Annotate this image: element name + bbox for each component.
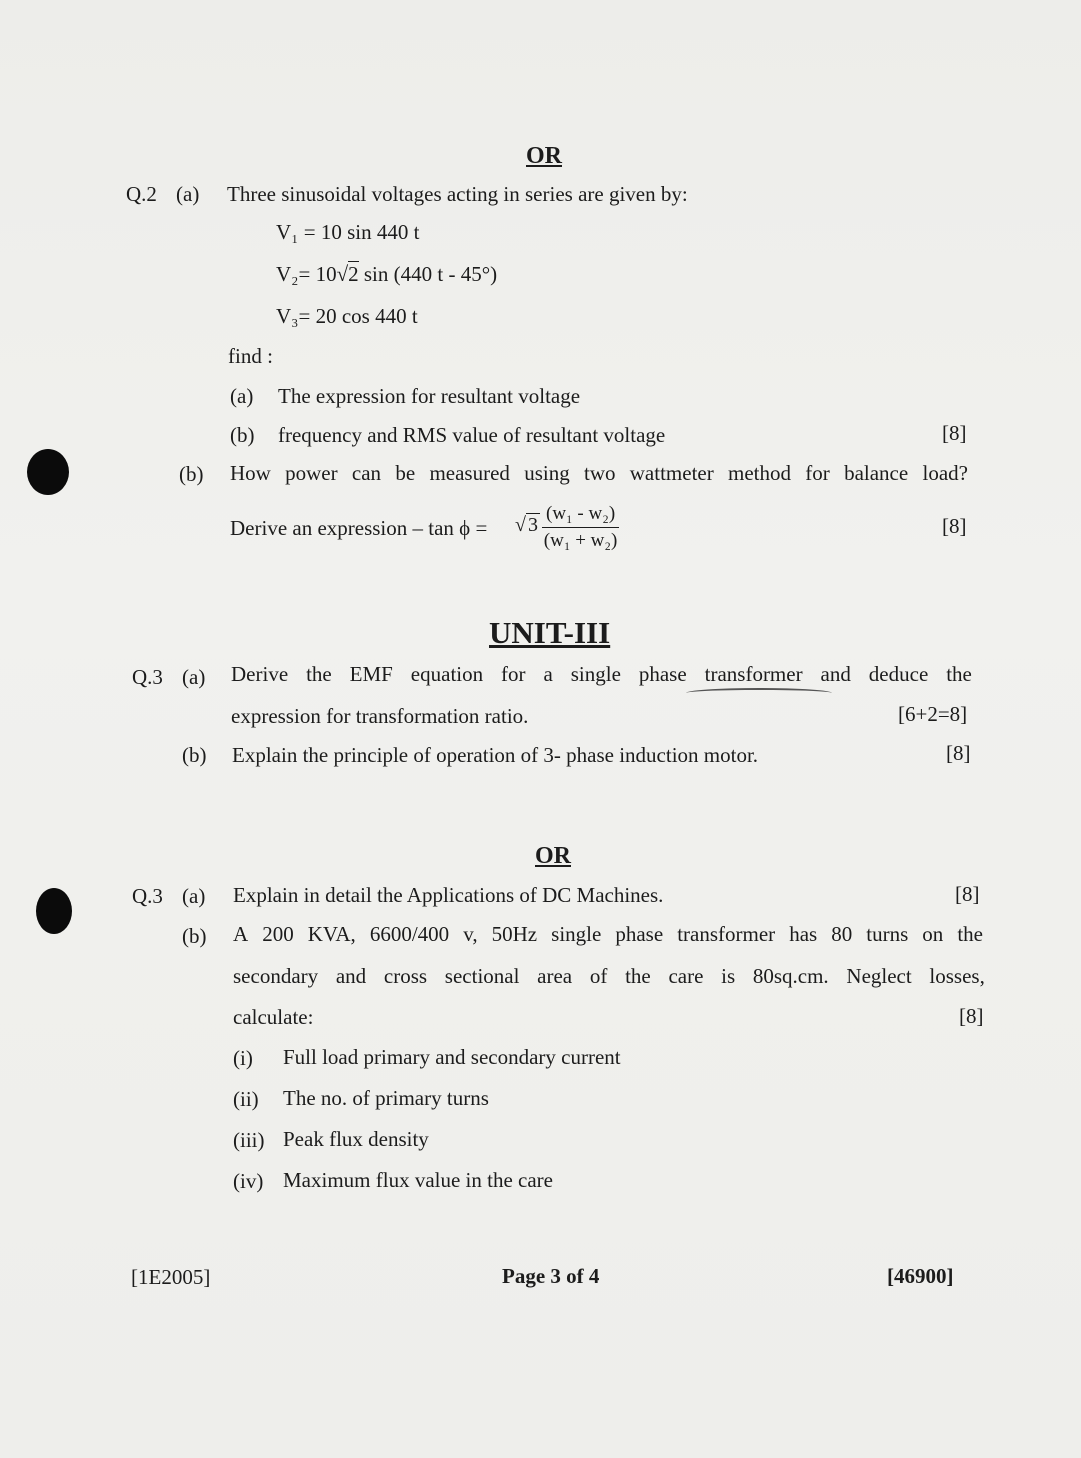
q3alt-b-word: 80sq.cm. [752,964,829,988]
or-heading-2: OR [535,843,571,869]
q3alt-b-word: transformer [677,922,776,946]
q2-eq2-sqrt-sign: √ [336,262,349,286]
q3alt-b-word: A [233,922,249,946]
q2-b-word: load? [922,461,968,485]
q3alt-b-word: v, [463,922,478,946]
q3alt-b-word: 200 [262,922,294,946]
q2-eq2-root: 2 [348,262,359,286]
q3-number: Q.3 [132,665,163,689]
q3-a-label: (a) [182,665,206,689]
q3alt-number: Q.3 [132,884,163,908]
q3alt-b-word: secondary [233,964,319,988]
q3alt-b-word: 6600/400 [369,922,450,946]
or-heading-1: OR [526,143,562,169]
q3alt-b-word: turns [866,922,909,946]
q3alt-a-text: Explain in detail the Applications of DC Machines. [233,883,664,907]
q2-derive-text: Derive an expression – tan ϕ = [230,516,488,540]
q2-b-word: power [285,461,338,485]
q2-b-word: wattmeter [629,461,714,485]
q3alt-b-word: sectional [444,964,520,988]
q3alt-item-label: (iii) [233,1128,265,1152]
q2-number: Q.2 [126,182,157,206]
q2-equation-1: V₁ = 10 sin 440 t [276,220,420,244]
q2-sub-a-label: (a) [230,384,254,408]
q3alt-item-label: (iv) [233,1169,264,1193]
q3-a-word: equation [410,662,484,686]
q3-a-word: deduce [868,662,929,686]
q3-a-word: and [820,662,851,686]
q3alt-b-word: has [789,922,818,946]
q2-sub-b-label: (b) [230,423,255,447]
q3alt-b-word: the [625,964,651,988]
q3alt-b-word: Neglect [846,964,912,988]
q3alt-item-label: (i) [233,1046,253,1070]
q2-fraction-numerator: (w₁ - w₂) [542,503,619,528]
q2-derive-sqrt [515,514,540,537]
q3-a-word: for [501,662,526,686]
q3alt-b-word: of [589,964,608,988]
q3alt-b-word: KVA, [307,922,356,946]
q2-b-question [230,461,968,486]
q3alt-b-line3: calculate: [233,1005,314,1029]
q3alt-b-word: cross [383,964,428,988]
q2-b-marks: [8] [942,514,967,538]
q2-sub-b-text: frequency and RMS value of resultant voltage [278,423,666,447]
q3alt-b-word: 80 [831,922,853,946]
q3alt-item-text: Maximum flux value in the care [283,1168,553,1192]
q2-fraction-denominator: (w₁ + w₂) [543,530,618,551]
q3alt-b-line1 [233,922,983,947]
q3-a-question [231,662,972,687]
punch-hole-bottom [36,888,72,934]
q3-a-word: the [946,662,972,686]
sqrt-sign: √ [515,514,526,536]
q3-a-word: Derive [231,662,289,686]
q3alt-item-text: Peak flux density [283,1127,429,1151]
q2-b-word: two [583,461,616,485]
q3alt-b-word: the [957,922,983,946]
q2-eq2-prefix: V₂= 10 [276,262,337,286]
q2-a-marks: [8] [942,421,967,445]
q2-a-label: (a) [176,182,200,206]
q2-b-word: How [230,461,271,485]
q3alt-b-line2 [233,964,985,989]
q3alt-item-text: Full load primary and secondary current [283,1045,621,1069]
q3alt-item-text: The no. of primary turns [283,1086,489,1110]
q3alt-a-marks: [8] [955,882,980,906]
punch-hole-top [27,449,69,495]
q3-a-marks: [6+2=8] [898,702,968,726]
q2-b-word: measured [429,461,510,485]
q3alt-item-label: (ii) [233,1087,259,1111]
q2-derive-root: 3 [527,514,538,536]
q2-b-word: method [728,461,792,485]
q3alt-b-marks: [8] [959,1004,984,1028]
q3alt-b-word: and [335,964,367,988]
footer-page-number: Page 3 of 4 [502,1264,600,1288]
q2-b-word: balance [844,461,909,485]
q2-equation-3: V₃= 20 cos 440 t [276,304,418,328]
q3alt-a-label: (a) [182,884,206,908]
q3alt-b-word: single [551,922,602,946]
q3-a-word: transformer [704,662,803,686]
q3alt-b-word: 50Hz [491,922,538,946]
q3-a-word: EMF [349,662,393,686]
q2-fraction [542,503,619,552]
q2-b-word: be [395,461,416,485]
footer-roll-code: [46900] [887,1264,954,1288]
q3alt-b-word: is [721,964,736,988]
pen-underline-mark [686,688,832,698]
q2-eq2-suffix: sin (440 t - 45°) [363,262,498,286]
q3alt-b-word: phase [615,922,664,946]
q2-a-text: Three sinusoidal voltages acting in series are given by: [227,182,688,206]
q2-b-word: can [351,461,382,485]
q2-b-word: for [805,461,830,485]
q3alt-b-word: care [668,964,704,988]
q3-a-word: single [570,662,621,686]
q2-sub-a-text: The expression for resultant voltage [278,384,581,408]
q2-equation-2 [276,262,497,287]
q3-b-marks: [8] [946,741,971,765]
q2-b-label: (b) [179,462,204,486]
q3-a-word: phase [638,662,687,686]
q3alt-b-word: area [537,964,573,988]
q2-find-label: find : [228,344,273,368]
footer-paper-code: [1E2005] [131,1265,211,1289]
q3-a-word: a [543,662,553,686]
q3-a-line2: expression for transformation ratio. [231,704,529,728]
q3-b-text: Explain the principle of operation of 3- phase induction motor. [232,743,759,767]
unit-heading: UNIT-III [489,615,611,650]
q3-a-word: the [306,662,332,686]
q3alt-b-word: on [922,922,944,946]
q3alt-b-label: (b) [182,924,207,948]
q2-b-word: using [524,461,570,485]
q3-b-label: (b) [182,743,207,767]
q3alt-b-word: losses, [929,964,985,988]
